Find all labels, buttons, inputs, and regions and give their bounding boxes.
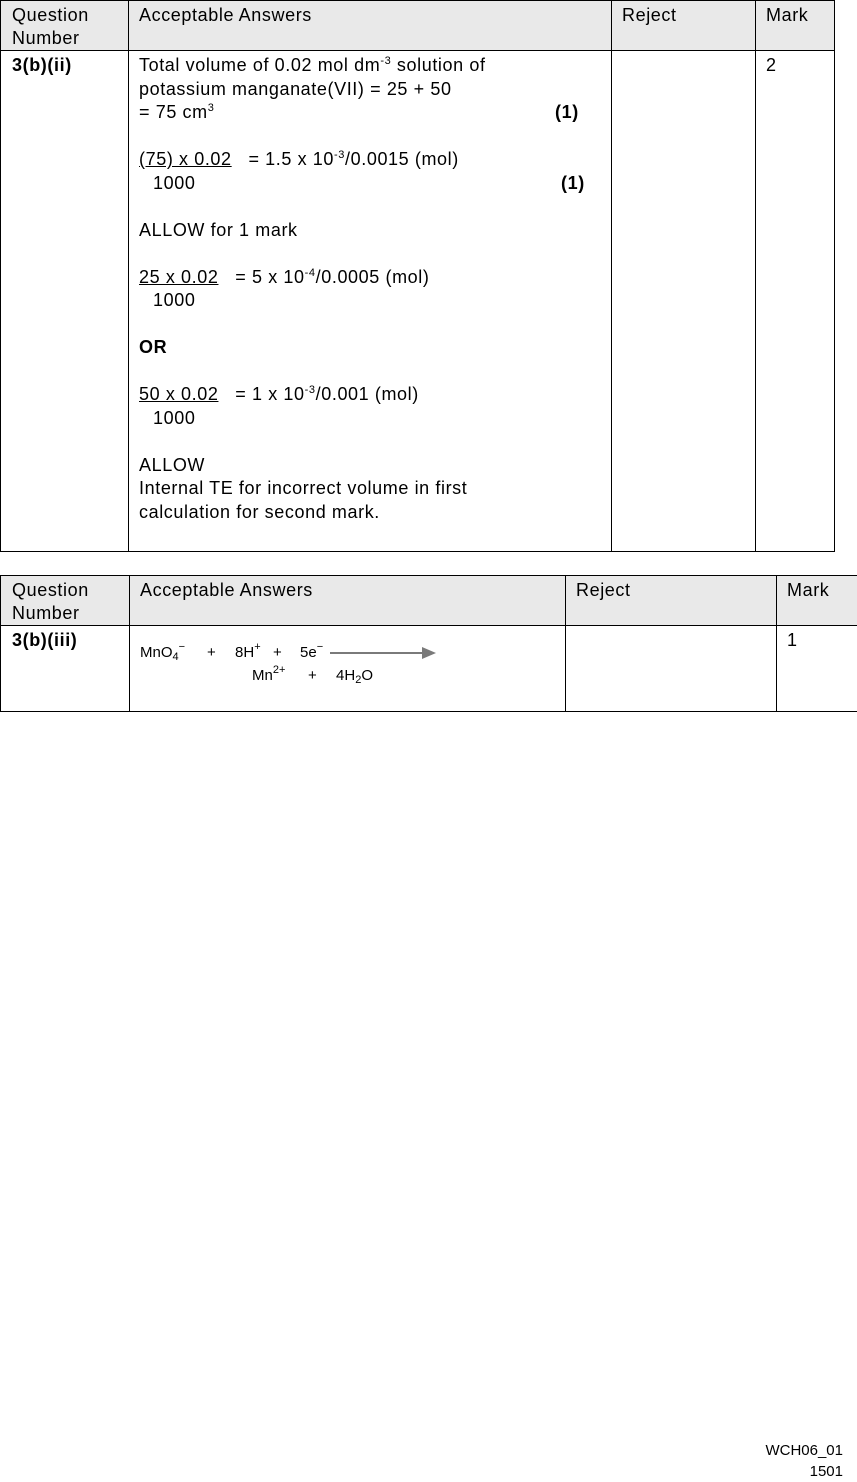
header-acceptable-answers: Acceptable Answers <box>130 576 566 626</box>
reaction-arrow-icon <box>330 646 436 660</box>
half-equation <box>140 626 555 696</box>
header-reject: Reject <box>612 1 756 51</box>
series-number: 1501 <box>765 1461 843 1482</box>
acceptable-answers-cell <box>130 626 566 712</box>
paper-code: WCH06_01 <box>765 1440 843 1461</box>
mark-cell: 2 <box>756 51 835 552</box>
calc-3-line: 50 x 0.02 = 1 x $10^{-3}/0.001$ (mol) <box>139 383 601 407</box>
answer-line-1: Total volume of 0.02 mol $dm^{-3}$ solution of <box>139 54 601 78</box>
question-number-cell: 3(b)(iii) <box>1 626 130 712</box>
plus-sign: + <box>273 642 282 664</box>
answer-line-3: = 75 $cm^3$ (1) <box>139 101 601 125</box>
mark-cell: 1 <box>777 626 857 712</box>
reject-cell <box>566 626 777 712</box>
plus-sign: + <box>308 665 317 687</box>
mark-label-2: (1) <box>561 172 585 196</box>
header-mark: Mark <box>756 1 835 51</box>
header-reject: Reject <box>566 576 777 626</box>
electrons: 5e− <box>300 642 323 664</box>
allow-text-2: calculation for second mark. <box>139 501 601 525</box>
reject-cell <box>612 51 756 552</box>
calc-1-denominator: 1000 (1) <box>139 172 601 196</box>
calc-1-line: (75) x 0.02 = 1.5 x $10^{-3}/0.0015$ (mol) <box>139 148 601 172</box>
water: $4H_2O$ <box>336 665 373 687</box>
allow-text-1: Internal TE for incorrect volume in first <box>139 477 601 501</box>
mark-scheme-table-1 <box>0 0 835 552</box>
allow-label: ALLOW <box>139 454 601 478</box>
header-acceptable-answers: Acceptable Answers <box>129 1 612 51</box>
permanganate-ion: MnO$_4$− <box>140 642 185 664</box>
page-footer <box>765 1440 843 1482</box>
calc-2-denominator: 1000 <box>139 289 601 313</box>
question-number-cell: 3(b)(ii) <box>1 51 129 552</box>
acceptable-answers-cell <box>129 51 612 552</box>
calc-2-line: 25 x 0.02 = 5 x $10^{-4}/0.0005$ (mol) <box>139 266 601 290</box>
allow-one-mark: ALLOW for 1 mark <box>139 219 601 243</box>
manganese-ion: $Mn^{2+}$ <box>252 665 285 687</box>
header-mark: Mark <box>777 576 857 626</box>
answer-line-2: potassium manganate(VII) = 25 + 50 <box>139 78 601 102</box>
hydrogen-ion: 8H+ <box>235 642 261 664</box>
mark-scheme-table-2 <box>0 575 857 712</box>
or-label: OR <box>139 336 601 360</box>
calc-3-denominator: 1000 <box>139 407 601 431</box>
header-question-number: Question Number <box>1 576 130 626</box>
plus-sign: + <box>207 642 216 664</box>
header-question-number: Question Number <box>1 1 129 51</box>
mark-label-1: (1) <box>555 101 579 125</box>
